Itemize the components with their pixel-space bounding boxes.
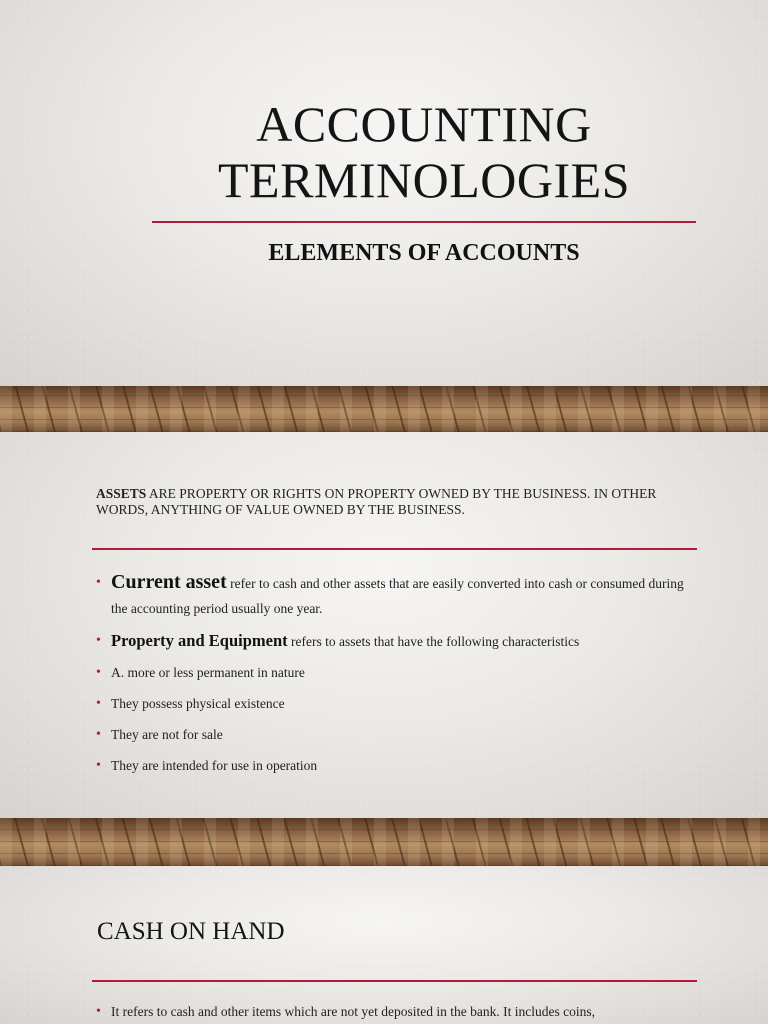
characteristic-text: They are intended for use in operation bbox=[111, 758, 318, 773]
bullet-icon: • bbox=[96, 696, 101, 711]
assets-term: ASSETS bbox=[96, 486, 147, 501]
assets-divider bbox=[92, 548, 697, 550]
wood-floor-divider-2 bbox=[0, 818, 768, 866]
list-item bbox=[96, 661, 696, 685]
current-asset-text: refer to cash and other assets that are easily converted into cash or consumed during the accounting period usually one year. bbox=[111, 576, 684, 616]
list-item bbox=[96, 629, 696, 654]
slide-cash-on-hand bbox=[0, 866, 768, 1024]
title-line-2: TERMINOLOGIES bbox=[217, 152, 631, 208]
characteristic-text: A. more or less permanent in nature bbox=[111, 665, 305, 680]
list-item bbox=[96, 723, 696, 747]
characteristic-text: They are not for sale bbox=[111, 727, 223, 742]
assets-bullet-list bbox=[96, 570, 696, 778]
bullet-icon: • bbox=[96, 665, 101, 680]
current-asset-term: Current asset bbox=[111, 571, 227, 593]
bullet-icon: • bbox=[96, 575, 101, 590]
bullet-icon: • bbox=[96, 727, 101, 742]
slide-assets bbox=[0, 432, 768, 818]
list-item bbox=[96, 570, 696, 621]
title-line-1: ACCOUNTING bbox=[256, 96, 592, 152]
ppe-text: refers to assets that have the following characteristics bbox=[287, 634, 580, 649]
cash-bullet-list bbox=[96, 1000, 696, 1024]
title-divider bbox=[152, 221, 696, 223]
cash-divider bbox=[92, 980, 697, 982]
cash-on-hand-title: CASH ON HAND bbox=[97, 918, 285, 945]
cash-description: It refers to cash and other items which are not yet deposited in the bank. It includes coins, bbox=[111, 1004, 595, 1019]
bullet-icon: • bbox=[96, 758, 101, 773]
wood-floor-divider-1 bbox=[0, 386, 768, 432]
slide-title bbox=[0, 0, 768, 386]
assets-definition bbox=[96, 486, 696, 518]
slide-title-heading bbox=[150, 96, 698, 208]
list-item bbox=[96, 692, 696, 716]
assets-definition-text: ARE PROPERTY OR RIGHTS ON PROPERTY OWNED BY THE BUSINESS. IN OTHER WORDS, ANYTHING OF VALUE OWNED BY THE BUSINESS. bbox=[96, 486, 657, 517]
bullet-icon: • bbox=[96, 633, 101, 648]
list-item bbox=[96, 1000, 696, 1024]
bullet-icon: • bbox=[96, 1004, 101, 1019]
ppe-term: Property and Equipment bbox=[111, 631, 288, 650]
list-item bbox=[96, 754, 696, 778]
characteristic-text: They possess physical existence bbox=[111, 696, 285, 711]
slide-subtitle: ELEMENTS OF ACCOUNTS bbox=[268, 240, 580, 266]
